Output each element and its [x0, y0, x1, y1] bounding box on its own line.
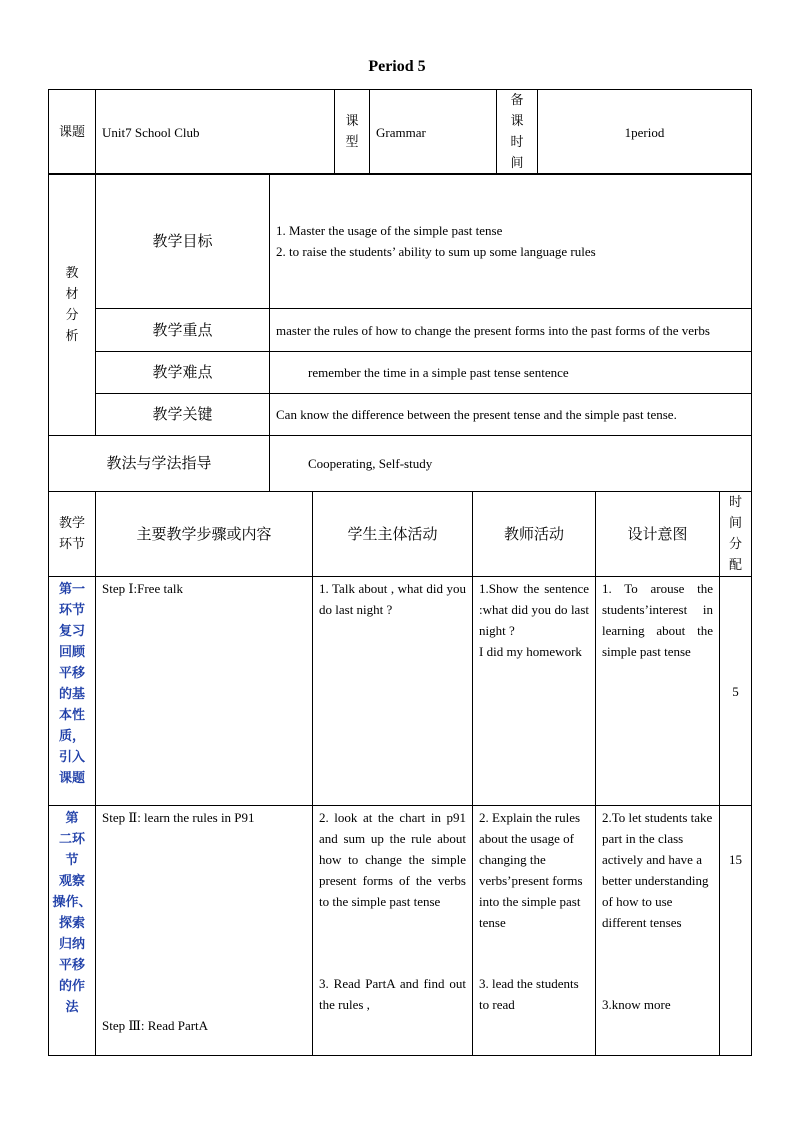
teacher-cell: 1.Show the sentence :what did you do last night ? I did my homework	[473, 577, 596, 806]
difficulty-value: remember the time in a simple past tense sentence	[270, 352, 752, 394]
teacher-cell: 2. Explain the rules about the usage of changing the verbs’present forms into the simple past tense	[479, 810, 583, 930]
header-table	[48, 89, 752, 175]
content-cell: Step Ⅰ:Free talk	[96, 577, 313, 806]
process-table	[48, 491, 752, 1056]
time-cell: 15	[720, 806, 752, 1056]
objective-value: 1. Master the usage of the simple past tense 2. to raise the students’ ability to sum up some language rules	[270, 174, 752, 309]
stage-cell: 第 二环 节 观察 操作、 探索 归纳 平移 的作 法	[49, 806, 96, 1056]
student-cell: 2. look at the chart in p91 and sum up the rule about how to change the simple present forms of the verbs to the simple past tense	[319, 810, 466, 909]
content-header: 主要教学步骤或内容	[96, 492, 313, 577]
analysis-side-label: 教 材 分 析	[49, 174, 96, 436]
content-cell: Step Ⅱ: learn the rules in P91	[102, 810, 255, 825]
key-value: Can know the difference between the present tense and the simple past tense.	[270, 394, 752, 436]
analysis-table	[48, 173, 752, 492]
topic-value: Unit7 School Club	[96, 90, 335, 175]
student-cell: 3. Read PartA and find out the rules ,	[319, 976, 466, 1012]
intent-cell: 2.To let students take part in the class actively and have a better understanding of how to use different tenses	[602, 810, 713, 930]
key-point-label: 教学重点	[96, 309, 270, 352]
design-intent-header: 设计意图	[596, 492, 720, 577]
topic-label: 课题	[49, 90, 96, 175]
time-cell: 5	[720, 577, 752, 806]
difficulty-label: 教学难点	[96, 352, 270, 394]
stage-header: 教学 环节	[49, 492, 96, 577]
content-cell: Step Ⅲ: Read PartA	[102, 1018, 209, 1033]
objective-label: 教学目标	[96, 174, 270, 309]
table-row	[49, 806, 752, 1056]
teacher-activity-header: 教师活动	[473, 492, 596, 577]
teacher-cell: 3. lead the students to read	[479, 976, 579, 1012]
intent-cell: 1. To arouse the students’interest in learning about the simple past tense	[596, 577, 720, 806]
key-label: 教学关键	[96, 394, 270, 436]
student-cell: 1. Talk about , what did you do last night ?	[313, 577, 473, 806]
type-label: 课 型	[335, 90, 370, 175]
table-row	[49, 577, 752, 806]
key-point-value: master the rules of how to change the present forms into the past forms of the verbs	[270, 309, 752, 352]
stage-cell: 第一 环节 复习 回顾 平移 的基 本性 质， 引入 课题	[49, 577, 96, 806]
method-value: Cooperating, Self-study	[270, 436, 752, 492]
type-value: Grammar	[370, 90, 497, 175]
time-header: 时 间 分 配	[720, 492, 752, 577]
page-title: Period 5	[368, 58, 426, 75]
prep-time-label: 备 课 时 间	[497, 90, 538, 175]
method-label: 教法与学法指导	[49, 436, 270, 492]
intent-cell: 3.know more	[602, 997, 671, 1012]
student-activity-header: 学生主体活动	[313, 492, 473, 577]
prep-time-value: 1period	[538, 90, 752, 175]
